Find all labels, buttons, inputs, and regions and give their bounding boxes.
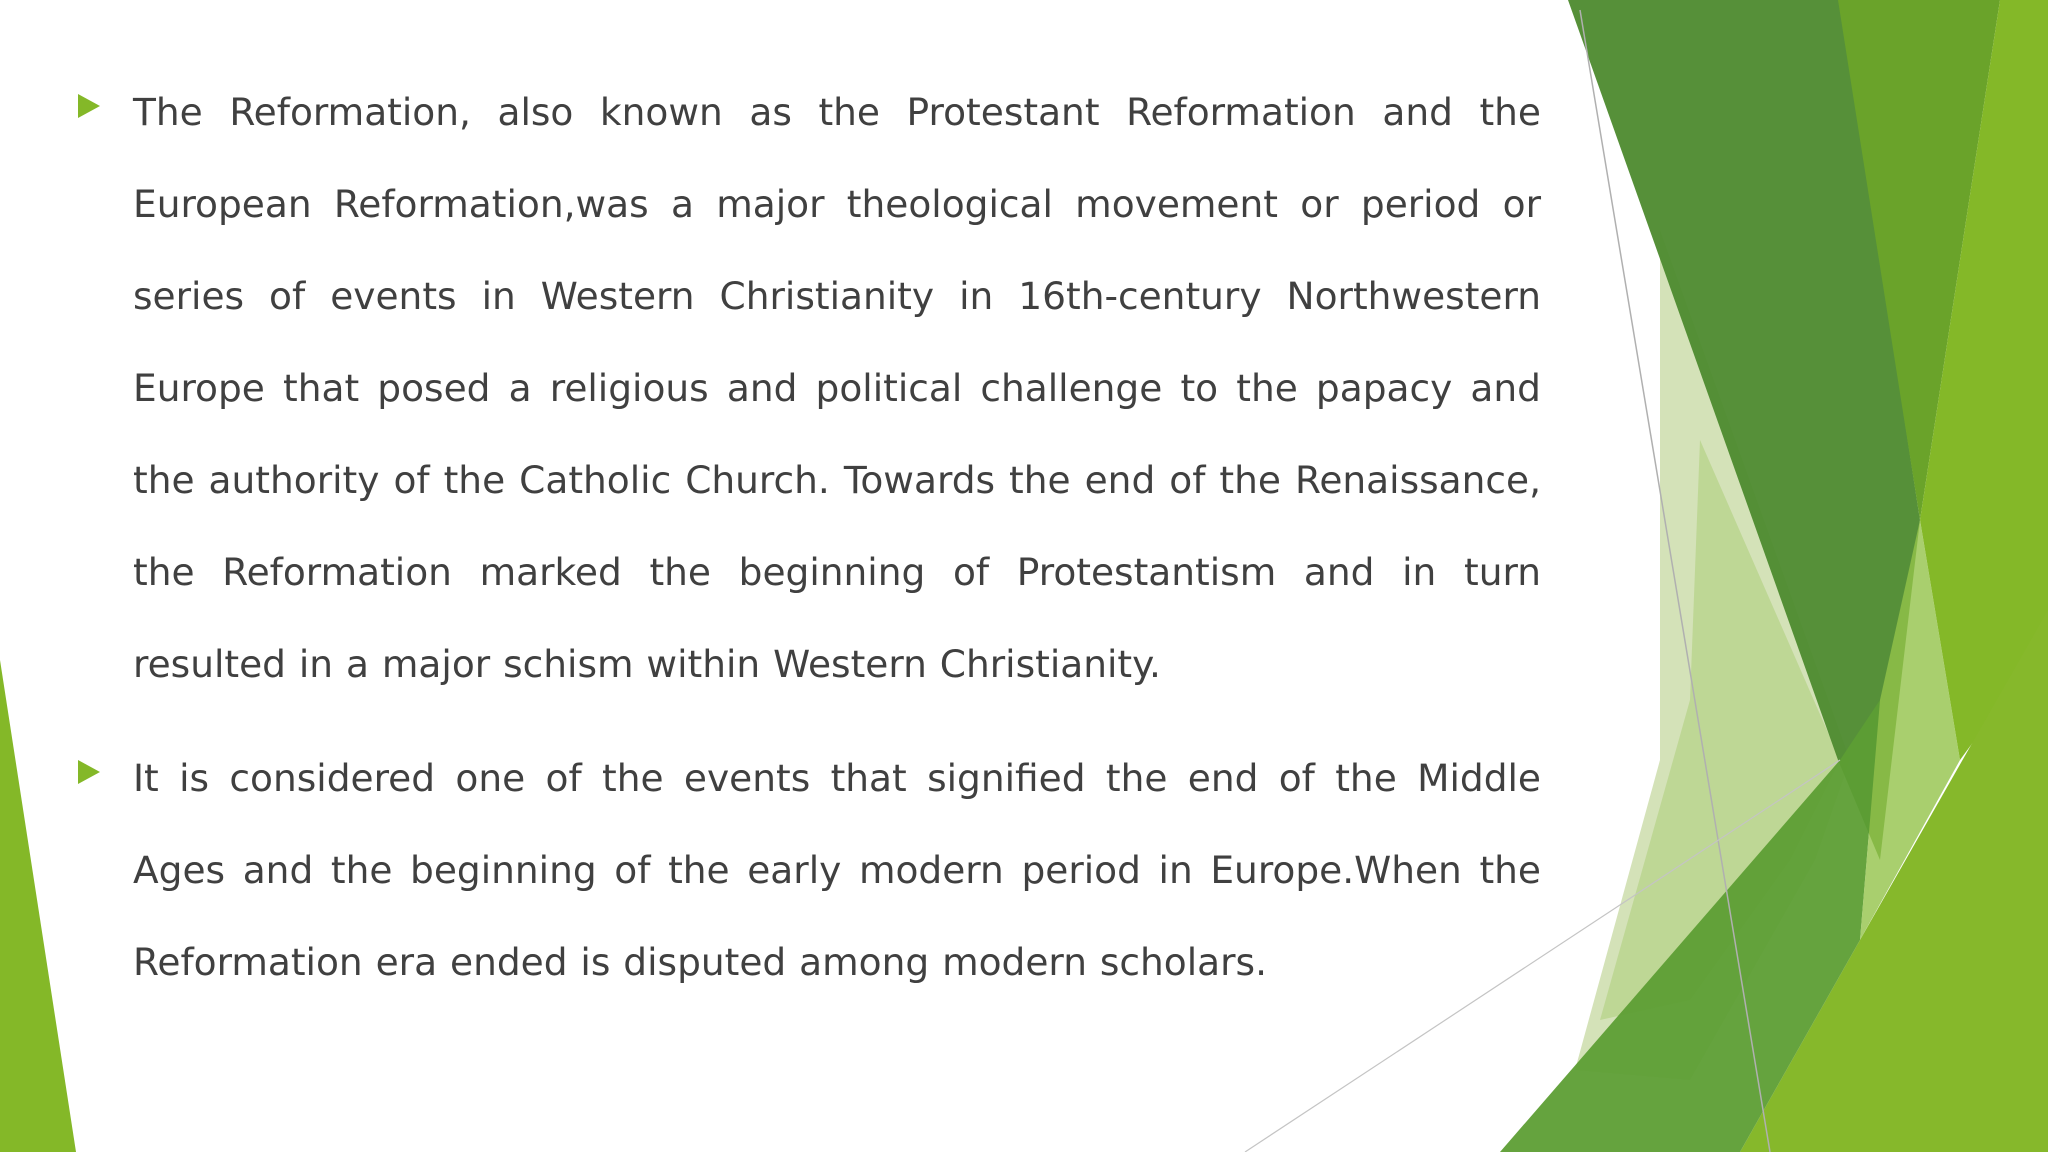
triangle-bullet-icon bbox=[78, 760, 100, 784]
bullet-item-1 bbox=[76, 66, 1541, 710]
triangle-bullet-icon bbox=[78, 94, 100, 118]
bullet-text-1: The Reformation, also known as the Protestant Reformation and the European Reformation,was a major theological movement or period or series of events in Western Christianity in 16th-century Northwestern Europe that posed a religious and political challenge to the papacy and the authority of the Catholic Church. Towards the end of the Renaissance, the Reformation marked the beginning of Protestantism and in turn resulted in a major schism within Western Christianity. bbox=[133, 90, 1541, 686]
bullet-text-2: It is considered one of the events that signified the end of the Middle Ages and the beginning of the early modern period in Europe.When the Reformation era ended is disputed among modern scholars. bbox=[133, 756, 1541, 984]
slide-body bbox=[76, 66, 1541, 1030]
left-green-shape bbox=[0, 660, 76, 1152]
bullet-item-2 bbox=[76, 732, 1541, 1008]
